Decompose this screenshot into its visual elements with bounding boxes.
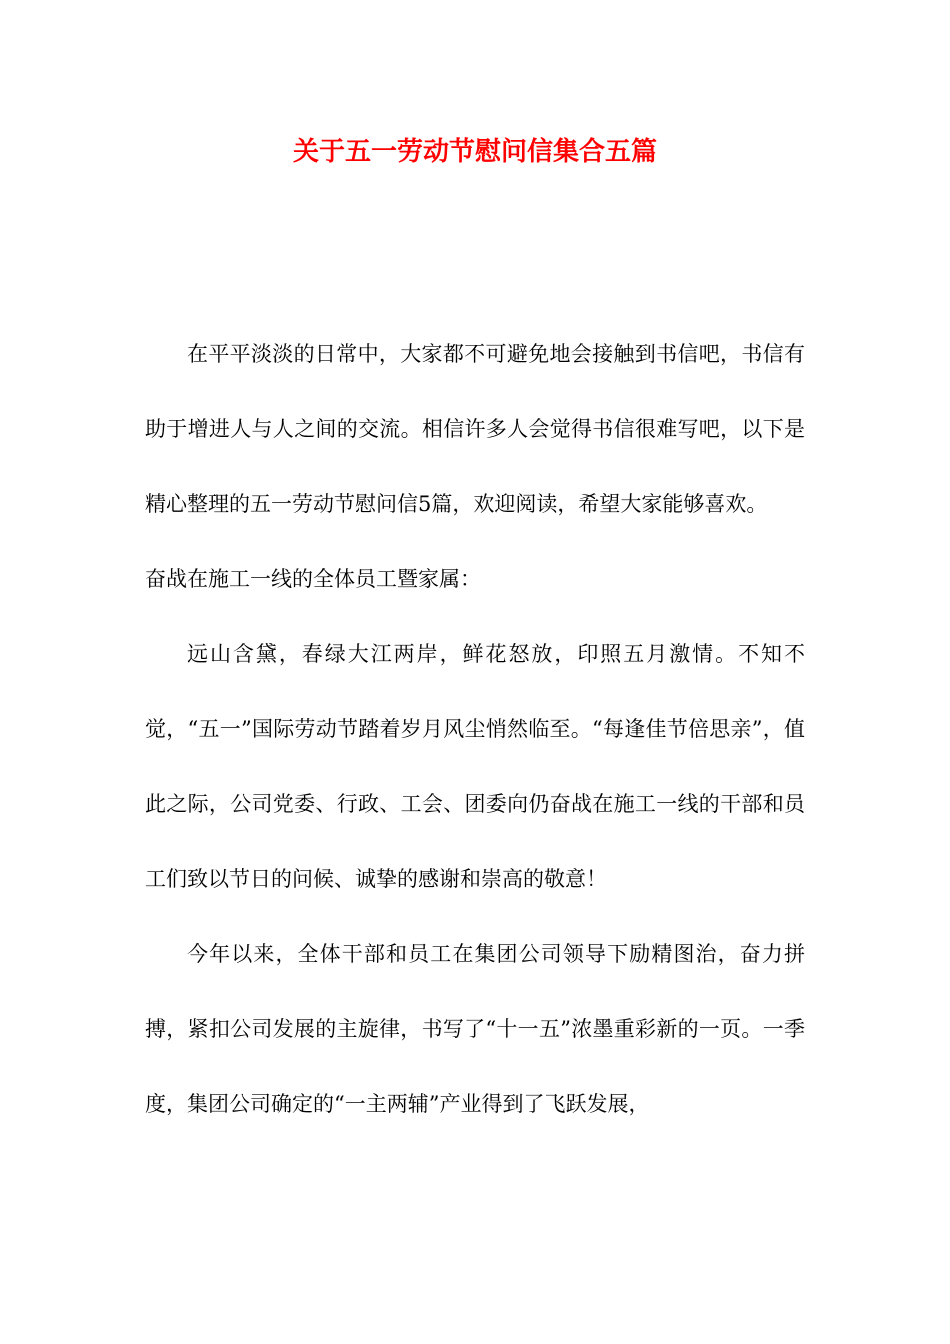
intro-paragraph: 在平平淡淡的日常中，大家都不可避免地会接触到书信吧，书信有助于增进人与人之间的交流。相信许多人会觉得书信很难写吧，以下是精心整理的五一劳动节慰问信5篇，欢迎阅读，希望大家能够喜欢。 xyxy=(145,342,805,516)
document-title: 关于五一劳动节慰问信集合五篇 xyxy=(292,137,657,167)
body-paragraph-1: 远山含黛，春绿大江两岸，鲜花怒放，印照五月激情。不知不觉，“五一”国际劳动节踏着岁月风尘悄然临至。“每逢佳节倍思亲”，值此之际，公司党委、行政、工会、团委向仍奋战在施工一线的干部和员工们致以节日的问候、诚挚的感谢和崇高的敬意！ xyxy=(145,642,805,891)
body-paragraph-2: 今年以来，全体干部和员工在集团公司领导下励精图治，奋力拼搏，紧扣公司发展的主旋律，书写了“十一五”浓墨重彩新的一页。一季度，集团公司确定的“一主两辅”产业得到了飞跃发展， xyxy=(145,942,805,1116)
document-body xyxy=(145,317,805,1142)
salutation-paragraph: 奋战在施工一线的全体员工暨家属： xyxy=(145,567,481,591)
